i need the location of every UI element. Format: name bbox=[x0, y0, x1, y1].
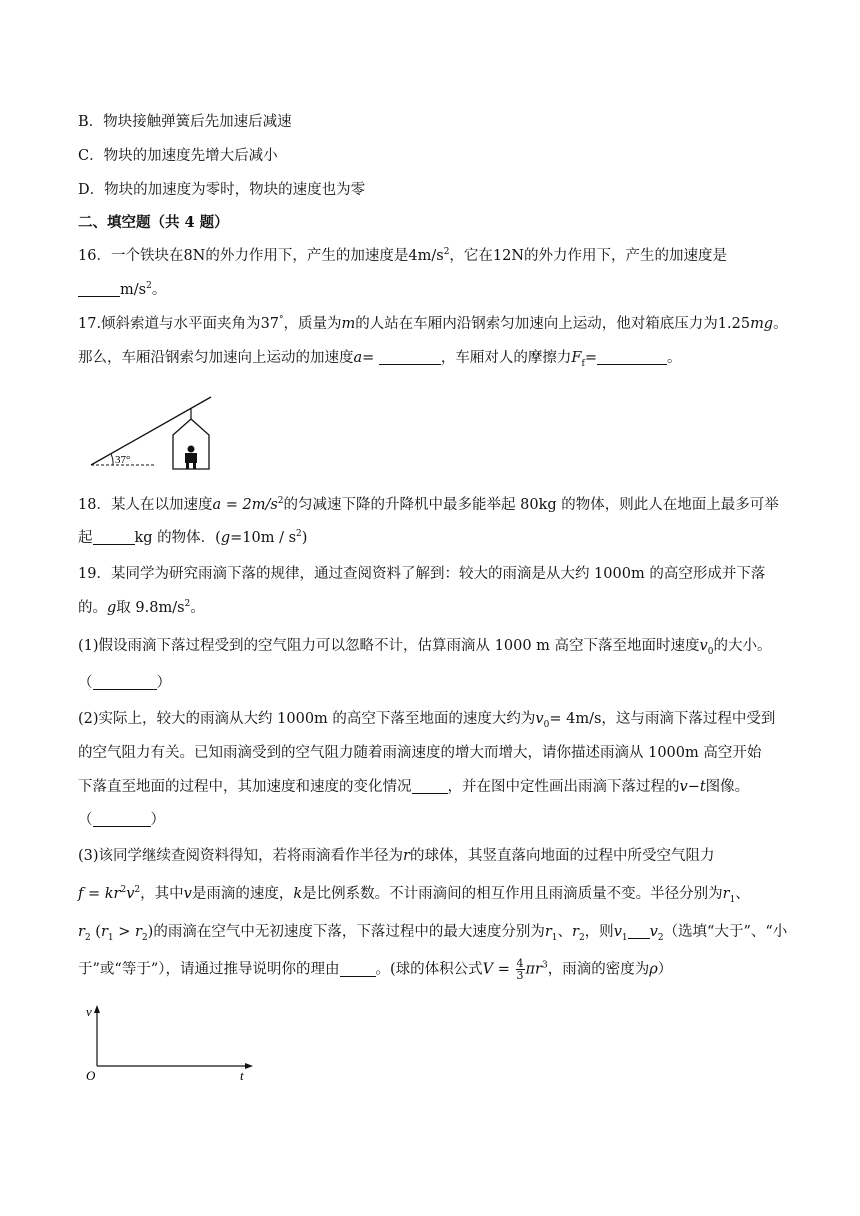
q19-part3-line3: $r_2$ $(r_1 > r_2)$的雨滴在空气中无初速度下落，下落过程中的最大速度分别为$r_1$、$r_2$，则$v_1$ $v_2$（选填“大于”、“小 bbox=[78, 924, 788, 943]
vt-axes-figure bbox=[80, 1002, 260, 1082]
q17-line1: 17.倾斜索道与水平面夹角为37°，质量为m的人站在车厢内沿钢索匀加速向上运动，他对箱底压力为1.25mg。 bbox=[78, 315, 788, 332]
q19-part3-line4: 于”或“等于”），请通过推导说明你的理由 。(球的体积公式V = $\frac{4}{3}$ $\pi r^3$，雨滴的密度为ρ） bbox=[78, 957, 673, 982]
axis-t-label: t bbox=[240, 1068, 244, 1082]
q19-part2-line1: (2)实际上，较大的雨滴从大约 1000m 的高空下落至地面的速度大约为$v_0= 4m/s$，这与雨滴下落过程中受到 bbox=[78, 711, 776, 730]
q18-line2: 起 kg 的物体．$(g=10m / s^2)$ bbox=[78, 529, 308, 546]
answer-blank[interactable] bbox=[379, 350, 441, 365]
fraction: $\frac{4}{3}$ bbox=[516, 957, 524, 982]
incline-cabin-figure bbox=[85, 393, 225, 473]
answer-blank[interactable] bbox=[78, 282, 120, 297]
q18-line1: 18．某人在以加速度$a = 2m/s^2$的匀减速下降的升降机中最多能举起 80kg 的物体，则此人在地面上最多可举 bbox=[78, 496, 779, 513]
angle-label: 37° bbox=[115, 454, 131, 466]
axis-v-label: v bbox=[86, 1004, 92, 1019]
section-title: 二、填空题（共 4 题） bbox=[78, 214, 229, 231]
option-d: D．物块的加速度为零时，物块的速度也为零 bbox=[78, 182, 366, 198]
q19-part2-line2: 的空气阻力有关。已知雨滴受到的空气阻力随着雨滴速度的增大而增大，请你描述雨滴从 1000m 高空开始 bbox=[78, 745, 762, 761]
q17-line2: 那么，车厢沿钢索匀加速向上运动的加速度a= ，车厢对人的摩擦力$F_f=$ 。 bbox=[78, 350, 682, 369]
answer-blank[interactable] bbox=[93, 812, 151, 827]
q19-line2: 的。g取 $9.8m/s^2$。 bbox=[78, 599, 205, 616]
answer-blank[interactable] bbox=[340, 962, 376, 977]
q19-part2-answer: （ ） bbox=[78, 812, 165, 828]
axis-origin-label: O bbox=[86, 1068, 96, 1082]
q19-line1: 19．某同学为研究雨滴下落的规律，通过查阅资料了解到：较大的雨滴是从大约 1000m 的高空形成并下落 bbox=[78, 566, 766, 582]
q19-part1: (1)假设雨滴下落过程受到的空气阻力可以忽略不计，估算雨滴从 1000 m 高空下落至地面时速度$v_0$的大小。 bbox=[78, 638, 772, 657]
q19-part3-line2: $f = kr^2v^2$，其中v是雨滴的速度，k是比例系数。不计雨滴间的相互作用且雨滴质量不变。半径分别为$r_1$、 bbox=[78, 885, 750, 905]
q19-part3-line1: (3)该同学继续查阅资料得知，若将雨滴看作半径为r的球体，其竖直落向地面的过程中所受空气阻力 bbox=[78, 848, 715, 864]
answer-blank[interactable] bbox=[628, 924, 650, 939]
q19-part2-line3: 下落直至地面的过程中，其加速度和速度的变化情况 ，并在图中定性画出雨滴下落过程的v−t图像。 bbox=[78, 779, 750, 795]
answer-blank[interactable] bbox=[597, 350, 667, 365]
option-c: C．物块的加速度先增大后减小 bbox=[78, 148, 278, 164]
option-b: B．物块接触弹簧后先加速后减速 bbox=[78, 114, 292, 130]
q16-line2: $m/s^2$。 bbox=[78, 280, 166, 300]
answer-blank[interactable] bbox=[93, 675, 157, 690]
q19-part1-answer: （ ） bbox=[78, 675, 171, 691]
q16-line1: 16．一个铁块在8N的外力作用下，产生的加速度是$4m/s^2$，它在12N的外力作用下，产生的加速度是 bbox=[78, 247, 728, 264]
answer-blank[interactable] bbox=[93, 530, 135, 545]
answer-blank[interactable] bbox=[412, 779, 448, 794]
